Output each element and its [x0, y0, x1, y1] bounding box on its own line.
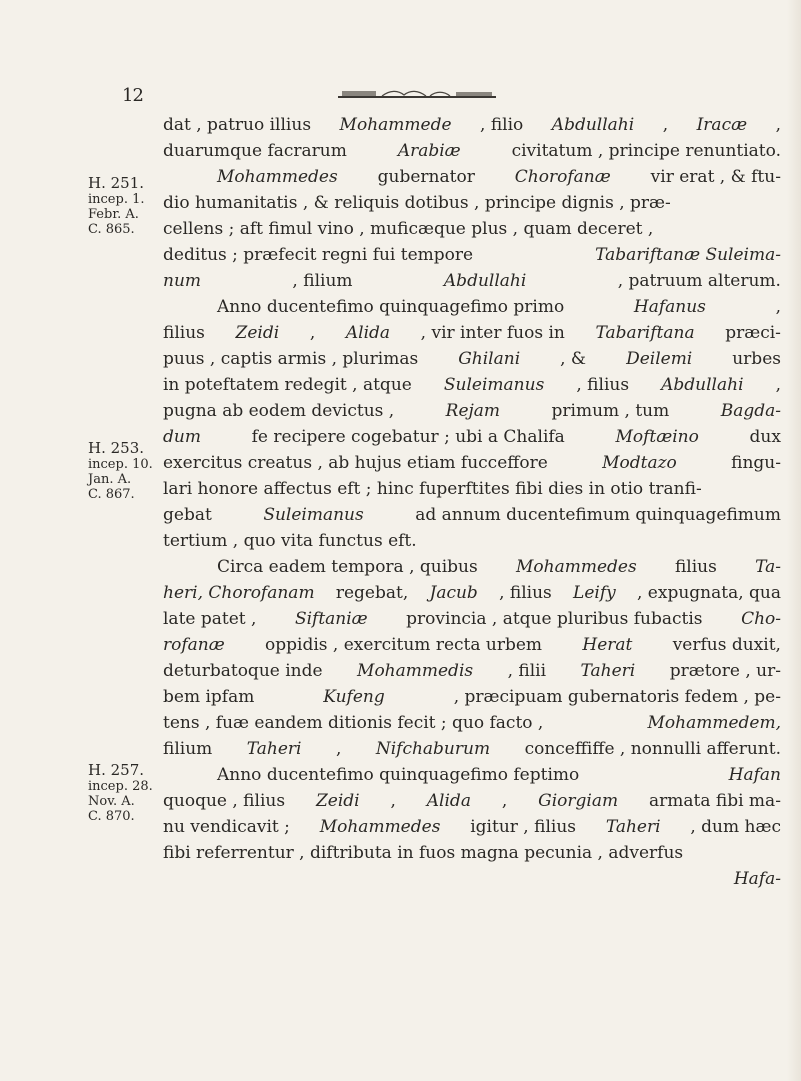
- text-line: [163, 398, 781, 424]
- page-number: 12: [122, 85, 143, 106]
- text-segment: Kufeng: [323, 687, 385, 707]
- text-line: [163, 320, 781, 346]
- margin-note-incep: incep. 10.: [88, 457, 153, 472]
- text-segment: deditus ; præfecit regni fui tempore: [163, 245, 474, 265]
- text-line: [163, 346, 781, 372]
- text-line: [163, 528, 781, 554]
- text-segment: Tabariftana: [595, 323, 695, 343]
- text-segment: , filium: [292, 271, 353, 291]
- margin-note-h: H. 257.: [88, 761, 145, 779]
- text-segment: ,: [775, 115, 781, 135]
- text-segment: , filii: [507, 661, 547, 681]
- text-segment: Zeidi: [315, 791, 360, 811]
- text-segment: Taheri: [580, 661, 636, 681]
- text-segment: Mohammedis: [357, 661, 474, 681]
- text-segment: , filio: [480, 115, 524, 135]
- text-line: [163, 736, 781, 762]
- text-line: [163, 658, 781, 684]
- text-segment: Mohammede: [339, 115, 452, 135]
- text-segment: Cho-: [741, 609, 781, 629]
- text-segment: armata fibi ma-: [648, 791, 781, 811]
- margin-note-h: H. 253.: [88, 439, 145, 457]
- text-segment: Hafanus: [633, 297, 706, 317]
- text-segment: , filius: [499, 583, 552, 603]
- text-segment: dux: [749, 427, 781, 447]
- text-segment: Anno ducentefimo quinquagefimo feptimo: [217, 765, 580, 785]
- text-segment: Bagda-: [720, 401, 781, 421]
- text-segment: Suleimanus: [443, 375, 545, 395]
- text-segment: igitur , filius: [470, 817, 576, 837]
- text-segment: filius: [674, 557, 717, 577]
- text-segment: oppidis , exercitum recta urbem: [265, 635, 543, 655]
- text-segment: Ghilani: [458, 349, 521, 369]
- text-line: [163, 840, 781, 866]
- text-segment: Mohammedes: [515, 557, 637, 577]
- text-line: [163, 580, 781, 606]
- text-segment: fingu-: [731, 453, 781, 473]
- text-segment: Jacub: [429, 583, 478, 603]
- text-line: [163, 502, 781, 528]
- margin-note-incep: incep. 28.: [88, 779, 153, 794]
- text-segment: ,: [775, 375, 781, 395]
- text-line: [163, 164, 781, 190]
- text-segment: ad annum ducentefimum quinquagefimum: [415, 505, 781, 525]
- text-segment: conceffiffe , nonnulli afferunt.: [524, 739, 781, 759]
- text-segment: regebat,: [335, 583, 409, 603]
- text-segment: gebat: [163, 505, 212, 525]
- text-segment: , expugnata, qua: [637, 583, 781, 603]
- margin-note-c: C. 865.: [88, 222, 135, 237]
- margin-note-date: Jan. A.: [88, 472, 132, 487]
- text-segment: Leify: [573, 583, 616, 603]
- text-segment: Moftæino: [615, 427, 699, 447]
- text-line: [163, 814, 781, 840]
- text-segment: Suleimanus: [263, 505, 364, 525]
- text-segment: Taheri: [246, 739, 302, 759]
- text-segment: Hafa-: [733, 869, 781, 889]
- text-line: [163, 268, 781, 294]
- margin-note: [88, 440, 160, 502]
- text-segment: ,: [390, 791, 396, 811]
- text-segment: Abdullahi: [551, 115, 635, 135]
- text-segment: urbes: [732, 349, 781, 369]
- text-segment: , filius: [576, 375, 630, 395]
- page-edge: [787, 0, 801, 1081]
- text-line: [163, 372, 781, 398]
- text-line: [163, 112, 781, 138]
- text-segment: Abdullahi: [443, 271, 527, 291]
- text-segment: rofanæ: [163, 635, 225, 655]
- text-segment: Ta-: [755, 557, 781, 577]
- text-segment: lari honore affectus eft ; hinc fuperftites fibi dies in otio tranfi-: [163, 479, 702, 499]
- text-segment: deturbatoque inde: [163, 661, 323, 681]
- text-line: [163, 866, 781, 892]
- text-line: [163, 242, 781, 268]
- text-segment: cellens ; aft fimul vino , muficæque plus , quam deceret ,: [163, 219, 654, 239]
- text-segment: Alida: [345, 323, 391, 343]
- text-segment: præci-: [725, 323, 781, 343]
- text-segment: exercitus creatus , ab hujus etiam fucceffore: [163, 453, 548, 473]
- body-text: [163, 112, 781, 892]
- text-segment: , &: [560, 349, 587, 369]
- text-segment: Alida: [426, 791, 471, 811]
- text-segment: Iracæ: [696, 115, 748, 135]
- text-segment: , patruum alterum.: [617, 271, 781, 291]
- text-segment: Rejam: [445, 401, 501, 421]
- text-segment: nu vendicavit ;: [163, 817, 290, 837]
- text-segment: Giorgiam: [538, 791, 619, 811]
- text-segment: heri, Chorofanam: [163, 583, 315, 603]
- text-segment: Deilemi: [626, 349, 693, 369]
- text-segment: primum , tum: [551, 401, 670, 421]
- text-segment: Anno ducentefimo quinquagefimo primo: [217, 297, 565, 317]
- text-line: [163, 190, 781, 216]
- text-line: [163, 684, 781, 710]
- text-segment: dat , patruo illius: [163, 115, 312, 135]
- text-segment: Chorofanæ: [514, 167, 611, 187]
- text-line: [163, 710, 781, 736]
- text-segment: Herat: [582, 635, 633, 655]
- text-line: [163, 216, 781, 242]
- text-line: [163, 606, 781, 632]
- text-segment: ,: [501, 791, 508, 811]
- text-line: [163, 554, 781, 580]
- text-line: [163, 294, 781, 320]
- text-segment: duarumque facrarum: [163, 141, 347, 161]
- text-segment: tens , fuæ eandem ditionis fecit ; quo facto ,: [163, 713, 544, 733]
- margin-note-incep: incep. 1.: [88, 192, 145, 207]
- text-line: [163, 632, 781, 658]
- text-segment: fe recipere cogebatur ; ubi a Chalifa: [251, 427, 565, 447]
- text-segment: Zeidi: [235, 323, 280, 343]
- text-segment: Circa eadem tempora , quibus: [217, 557, 478, 577]
- margin-note: [88, 762, 160, 824]
- text-segment: , dum hæc: [690, 817, 781, 837]
- margin-note: [88, 175, 160, 237]
- text-segment: Nifchaburum: [375, 739, 491, 759]
- text-segment: Mohammedes: [217, 167, 338, 187]
- text-segment: ,: [335, 739, 342, 759]
- text-segment: pugna ab eodem devictus ,: [163, 401, 395, 421]
- margin-note-c: C. 867.: [88, 487, 135, 502]
- text-segment: Siftaniæ: [294, 609, 368, 629]
- text-segment: Tabariftanæ Suleima-: [595, 245, 781, 265]
- text-segment: gubernator: [377, 167, 475, 187]
- margin-note-h: H. 251.: [88, 174, 145, 192]
- text-segment: civitatum , principe renuntiato.: [511, 141, 781, 161]
- text-line: [163, 762, 781, 788]
- text-segment: bem ipfam: [163, 687, 255, 707]
- margin-note-c: C. 870.: [88, 809, 135, 824]
- text-segment: dio humanitatis , & reliquis dotibus , principe dignis , præ-: [163, 193, 671, 213]
- text-segment: Abdullahi: [661, 375, 744, 395]
- text-segment: dum: [163, 427, 201, 447]
- text-segment: ,: [775, 297, 781, 317]
- text-line: [163, 450, 781, 476]
- text-segment: Hafan: [728, 765, 781, 785]
- text-segment: prætore , ur-: [669, 661, 781, 681]
- text-segment: , præcipuam gubernatoris fedem , pe-: [453, 687, 781, 707]
- text-segment: Mohammedes: [319, 817, 441, 837]
- text-segment: num: [163, 271, 202, 291]
- text-segment: filium: [163, 739, 213, 759]
- headpiece-ornament: [338, 90, 496, 102]
- text-segment: late patet ,: [163, 609, 257, 629]
- text-segment: vir erat , & ftu-: [650, 167, 781, 187]
- text-segment: verfus duxit,: [672, 635, 781, 655]
- text-segment: fibi referrentur , diftributa in fuos magna pecunia , adverfus: [163, 843, 684, 863]
- text-segment: ,: [662, 115, 669, 135]
- margin-note-date: Febr. A.: [88, 207, 139, 222]
- text-segment: provincia , atque pluribus fubactis: [406, 609, 703, 629]
- margin-note-date: Nov. A.: [88, 794, 135, 809]
- text-segment: Mohammedem,: [647, 713, 781, 733]
- text-segment: in poteftatem redegit , atque: [163, 375, 412, 395]
- text-segment: Taheri: [605, 817, 661, 837]
- text-segment: Modtazo: [602, 453, 677, 473]
- text-segment: ,: [309, 323, 316, 343]
- text-segment: tertium , quo vita functus eft.: [163, 531, 417, 551]
- text-line: [163, 424, 781, 450]
- text-line: [163, 476, 781, 502]
- text-line: [163, 138, 781, 164]
- text-segment: quoque , filius: [163, 791, 286, 811]
- text-segment: filius: [163, 323, 205, 343]
- text-segment: Arabiæ: [397, 141, 461, 161]
- text-segment: , vir inter fuos in: [420, 323, 565, 343]
- text-line: [163, 788, 781, 814]
- text-segment: puus , captis armis , plurimas: [163, 349, 419, 369]
